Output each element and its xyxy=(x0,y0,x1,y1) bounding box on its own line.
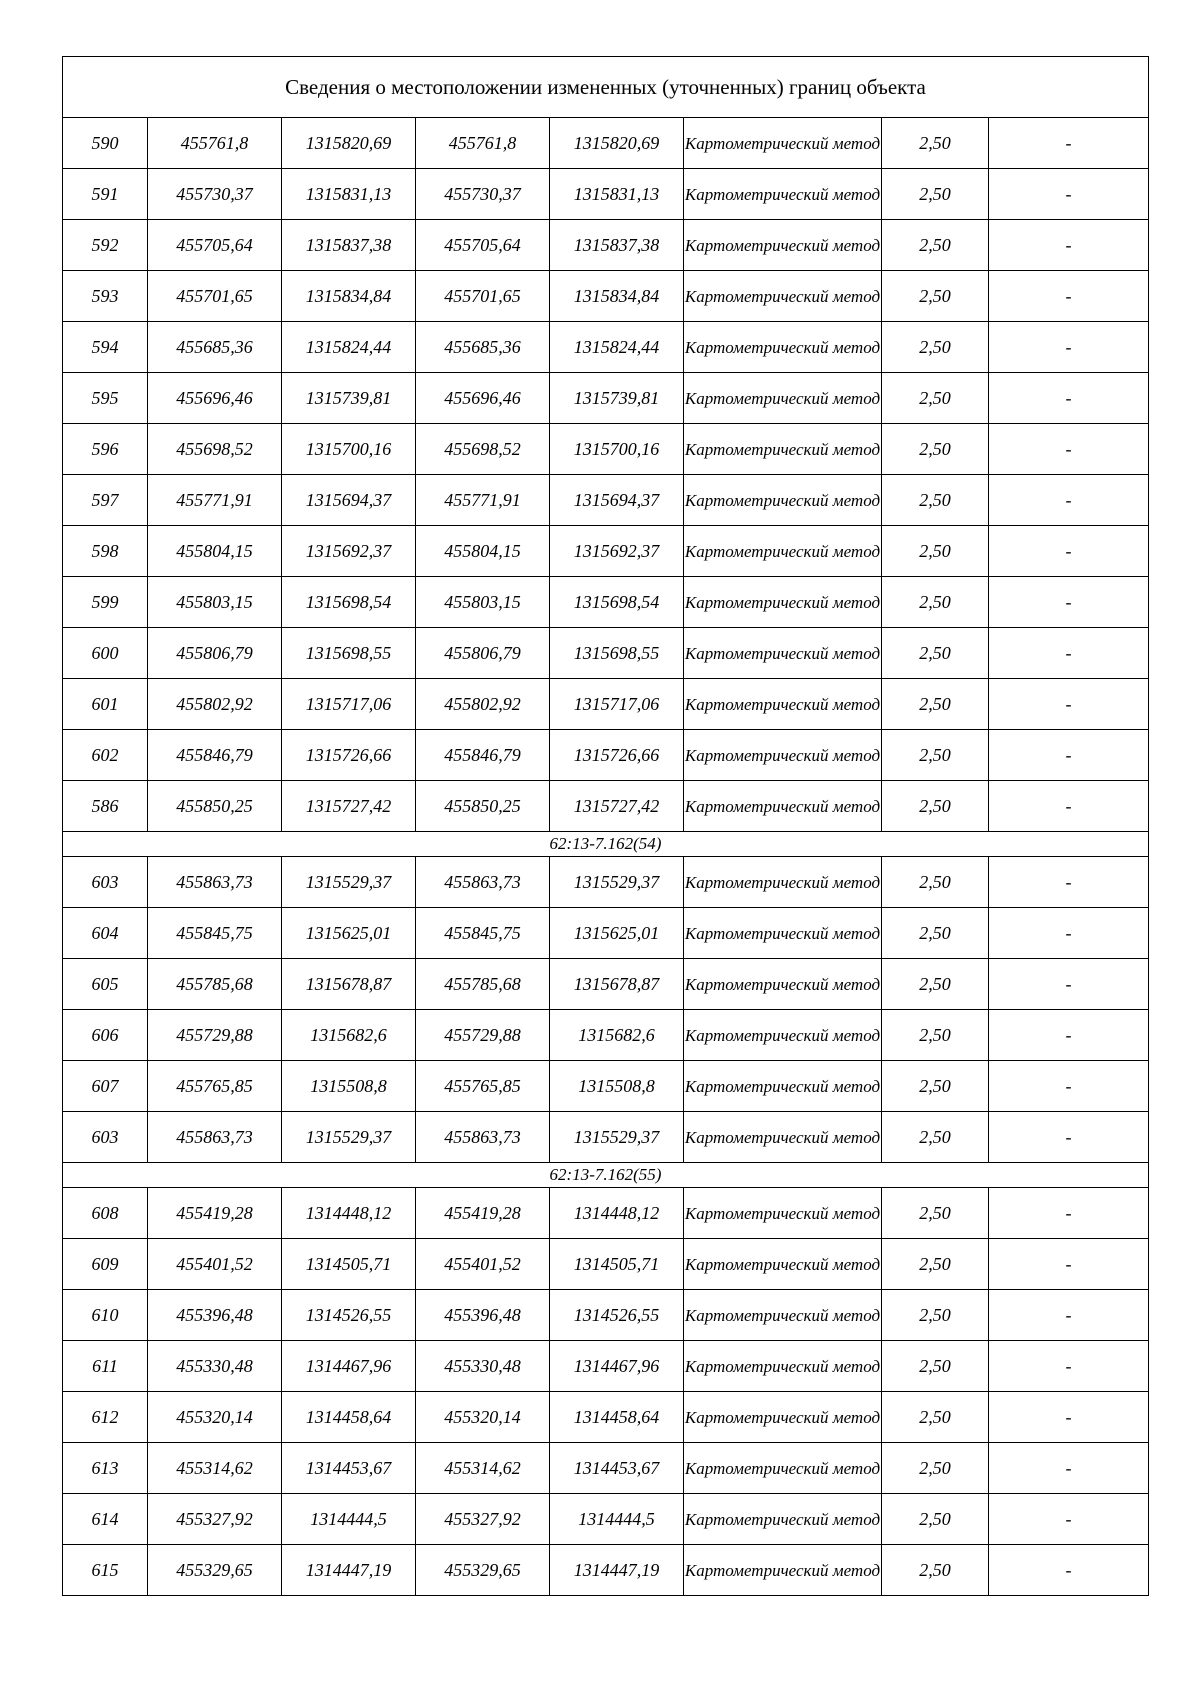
x-old-cell: 455863,73 xyxy=(148,1112,282,1163)
description-cell: - xyxy=(989,628,1149,679)
accuracy-cell: 2,50 xyxy=(882,169,989,220)
x-old-cell: 455320,14 xyxy=(148,1392,282,1443)
accuracy-cell: 2,50 xyxy=(882,271,989,322)
y-old-cell: 1315727,42 xyxy=(282,781,416,832)
point-number-cell: 608 xyxy=(63,1188,148,1239)
x-old-cell: 455329,65 xyxy=(148,1545,282,1596)
x-new-cell: 455803,15 xyxy=(416,577,550,628)
accuracy-cell: 2,50 xyxy=(882,857,989,908)
method-cell: Картометрический метод xyxy=(684,679,882,730)
y-old-cell: 1315529,37 xyxy=(282,857,416,908)
table-row xyxy=(63,220,1149,271)
table-body xyxy=(63,57,1149,1596)
x-old-cell: 455803,15 xyxy=(148,577,282,628)
description-cell: - xyxy=(989,1341,1149,1392)
accuracy-cell: 2,50 xyxy=(882,730,989,781)
method-cell: Картометрический метод xyxy=(684,1112,882,1163)
point-number-cell: 610 xyxy=(63,1290,148,1341)
y-new-cell: 1314447,19 xyxy=(550,1545,684,1596)
accuracy-cell: 2,50 xyxy=(882,1188,989,1239)
y-old-cell: 1315837,38 xyxy=(282,220,416,271)
method-cell: Картометрический метод xyxy=(684,1010,882,1061)
table-row xyxy=(63,526,1149,577)
y-new-cell: 1315529,37 xyxy=(550,857,684,908)
point-number-cell: 603 xyxy=(63,1112,148,1163)
table-row xyxy=(63,1112,1149,1163)
x-old-cell: 455685,36 xyxy=(148,322,282,373)
x-old-cell: 455806,79 xyxy=(148,628,282,679)
y-new-cell: 1314448,12 xyxy=(550,1188,684,1239)
description-cell: - xyxy=(989,1188,1149,1239)
method-cell: Картометрический метод xyxy=(684,322,882,373)
method-cell: Картометрический метод xyxy=(684,424,882,475)
x-new-cell: 455329,65 xyxy=(416,1545,550,1596)
y-new-cell: 1315678,87 xyxy=(550,959,684,1010)
y-old-cell: 1315820,69 xyxy=(282,118,416,169)
description-cell: - xyxy=(989,1290,1149,1341)
y-new-cell: 1314444,5 xyxy=(550,1494,684,1545)
y-old-cell: 1314444,5 xyxy=(282,1494,416,1545)
table-row xyxy=(63,271,1149,322)
method-cell: Картометрический метод xyxy=(684,857,882,908)
x-new-cell: 455850,25 xyxy=(416,781,550,832)
x-new-cell: 455863,73 xyxy=(416,857,550,908)
accuracy-cell: 2,50 xyxy=(882,1494,989,1545)
y-old-cell: 1315678,87 xyxy=(282,959,416,1010)
method-cell: Картометрический метод xyxy=(684,628,882,679)
x-old-cell: 455330,48 xyxy=(148,1341,282,1392)
table-row xyxy=(63,1341,1149,1392)
point-number-cell: 597 xyxy=(63,475,148,526)
method-cell: Картометрический метод xyxy=(684,577,882,628)
point-number-cell: 601 xyxy=(63,679,148,730)
x-old-cell: 455802,92 xyxy=(148,679,282,730)
x-new-cell: 455696,46 xyxy=(416,373,550,424)
y-old-cell: 1315726,66 xyxy=(282,730,416,781)
point-number-cell: 595 xyxy=(63,373,148,424)
x-old-cell: 455705,64 xyxy=(148,220,282,271)
description-cell: - xyxy=(989,1392,1149,1443)
y-old-cell: 1315700,16 xyxy=(282,424,416,475)
description-cell: - xyxy=(989,1112,1149,1163)
method-cell: Картометрический метод xyxy=(684,118,882,169)
x-new-cell: 455761,8 xyxy=(416,118,550,169)
description-cell: - xyxy=(989,577,1149,628)
method-cell: Картометрический метод xyxy=(684,1545,882,1596)
table-row xyxy=(63,475,1149,526)
description-cell: - xyxy=(989,475,1149,526)
method-cell: Картометрический метод xyxy=(684,220,882,271)
y-old-cell: 1314505,71 xyxy=(282,1239,416,1290)
y-new-cell: 1315694,37 xyxy=(550,475,684,526)
x-new-cell: 455701,65 xyxy=(416,271,550,322)
method-cell: Картометрический метод xyxy=(684,1188,882,1239)
y-new-cell: 1315726,66 xyxy=(550,730,684,781)
point-number-cell: 593 xyxy=(63,271,148,322)
table-row xyxy=(63,908,1149,959)
x-new-cell: 455327,92 xyxy=(416,1494,550,1545)
description-cell: - xyxy=(989,959,1149,1010)
x-old-cell: 455401,52 xyxy=(148,1239,282,1290)
table-row xyxy=(63,118,1149,169)
method-cell: Картометрический метод xyxy=(684,169,882,220)
y-new-cell: 1315698,55 xyxy=(550,628,684,679)
method-cell: Картометрический метод xyxy=(684,959,882,1010)
y-new-cell: 1315834,84 xyxy=(550,271,684,322)
y-new-cell: 1315682,6 xyxy=(550,1010,684,1061)
description-cell: - xyxy=(989,679,1149,730)
method-cell: Картометрический метод xyxy=(684,526,882,577)
point-number-cell: 594 xyxy=(63,322,148,373)
x-new-cell: 455804,15 xyxy=(416,526,550,577)
table-row xyxy=(63,577,1149,628)
x-old-cell: 455729,88 xyxy=(148,1010,282,1061)
x-new-cell: 455729,88 xyxy=(416,1010,550,1061)
section-label: 62:13-7.162(55) xyxy=(63,1163,1149,1188)
point-number-cell: 599 xyxy=(63,577,148,628)
y-old-cell: 1315698,55 xyxy=(282,628,416,679)
accuracy-cell: 2,50 xyxy=(882,908,989,959)
point-number-cell: 586 xyxy=(63,781,148,832)
description-cell: - xyxy=(989,1010,1149,1061)
x-old-cell: 455327,92 xyxy=(148,1494,282,1545)
method-cell: Картометрический метод xyxy=(684,373,882,424)
y-old-cell: 1315625,01 xyxy=(282,908,416,959)
description-cell: - xyxy=(989,781,1149,832)
y-new-cell: 1315692,37 xyxy=(550,526,684,577)
y-old-cell: 1315529,37 xyxy=(282,1112,416,1163)
y-old-cell: 1315834,84 xyxy=(282,271,416,322)
y-new-cell: 1315727,42 xyxy=(550,781,684,832)
x-old-cell: 455396,48 xyxy=(148,1290,282,1341)
method-cell: Картометрический метод xyxy=(684,1443,882,1494)
accuracy-cell: 2,50 xyxy=(882,1290,989,1341)
accuracy-cell: 2,50 xyxy=(882,577,989,628)
x-old-cell: 455419,28 xyxy=(148,1188,282,1239)
y-new-cell: 1314467,96 xyxy=(550,1341,684,1392)
accuracy-cell: 2,50 xyxy=(882,1545,989,1596)
x-old-cell: 455845,75 xyxy=(148,908,282,959)
y-old-cell: 1315698,54 xyxy=(282,577,416,628)
x-new-cell: 455785,68 xyxy=(416,959,550,1010)
accuracy-cell: 2,50 xyxy=(882,1112,989,1163)
point-number-cell: 607 xyxy=(63,1061,148,1112)
table-row xyxy=(63,857,1149,908)
point-number-cell: 609 xyxy=(63,1239,148,1290)
point-number-cell: 602 xyxy=(63,730,148,781)
y-new-cell: 1315625,01 xyxy=(550,908,684,959)
x-old-cell: 455730,37 xyxy=(148,169,282,220)
point-number-cell: 598 xyxy=(63,526,148,577)
point-number-cell: 591 xyxy=(63,169,148,220)
point-number-cell: 606 xyxy=(63,1010,148,1061)
x-old-cell: 455701,65 xyxy=(148,271,282,322)
accuracy-cell: 2,50 xyxy=(882,679,989,730)
accuracy-cell: 2,50 xyxy=(882,373,989,424)
y-old-cell: 1315508,8 xyxy=(282,1061,416,1112)
accuracy-cell: 2,50 xyxy=(882,1010,989,1061)
x-old-cell: 455804,15 xyxy=(148,526,282,577)
point-number-cell: 592 xyxy=(63,220,148,271)
accuracy-cell: 2,50 xyxy=(882,1239,989,1290)
description-cell: - xyxy=(989,526,1149,577)
accuracy-cell: 2,50 xyxy=(882,475,989,526)
method-cell: Картометрический метод xyxy=(684,475,882,526)
y-old-cell: 1315692,37 xyxy=(282,526,416,577)
y-new-cell: 1314453,67 xyxy=(550,1443,684,1494)
x-new-cell: 455730,37 xyxy=(416,169,550,220)
x-new-cell: 455396,48 xyxy=(416,1290,550,1341)
y-new-cell: 1315508,8 xyxy=(550,1061,684,1112)
y-new-cell: 1314505,71 xyxy=(550,1239,684,1290)
description-cell: - xyxy=(989,1545,1149,1596)
y-new-cell: 1315837,38 xyxy=(550,220,684,271)
point-number-cell: 612 xyxy=(63,1392,148,1443)
table-row xyxy=(63,1545,1149,1596)
method-cell: Картометрический метод xyxy=(684,1494,882,1545)
point-number-cell: 615 xyxy=(63,1545,148,1596)
y-old-cell: 1315717,06 xyxy=(282,679,416,730)
point-number-cell: 614 xyxy=(63,1494,148,1545)
accuracy-cell: 2,50 xyxy=(882,1061,989,1112)
x-new-cell: 455330,48 xyxy=(416,1341,550,1392)
x-new-cell: 455806,79 xyxy=(416,628,550,679)
y-old-cell: 1315831,13 xyxy=(282,169,416,220)
point-number-cell: 604 xyxy=(63,908,148,959)
description-cell: - xyxy=(989,1239,1149,1290)
accuracy-cell: 2,50 xyxy=(882,220,989,271)
x-old-cell: 455698,52 xyxy=(148,424,282,475)
section-label: 62:13-7.162(54) xyxy=(63,832,1149,857)
accuracy-cell: 2,50 xyxy=(882,1341,989,1392)
method-cell: Картометрический метод xyxy=(684,1392,882,1443)
coordinates-table xyxy=(62,56,1149,1596)
method-cell: Картометрический метод xyxy=(684,271,882,322)
accuracy-cell: 2,50 xyxy=(882,1443,989,1494)
method-cell: Картометрический метод xyxy=(684,730,882,781)
x-new-cell: 455401,52 xyxy=(416,1239,550,1290)
method-cell: Картометрический метод xyxy=(684,1341,882,1392)
point-number-cell: 603 xyxy=(63,857,148,908)
table-row xyxy=(63,1392,1149,1443)
accuracy-cell: 2,50 xyxy=(882,1392,989,1443)
description-cell: - xyxy=(989,1061,1149,1112)
description-cell: - xyxy=(989,271,1149,322)
table-row xyxy=(63,679,1149,730)
accuracy-cell: 2,50 xyxy=(882,118,989,169)
y-new-cell: 1315820,69 xyxy=(550,118,684,169)
section-row xyxy=(63,1163,1149,1188)
x-new-cell: 455771,91 xyxy=(416,475,550,526)
point-number-cell: 605 xyxy=(63,959,148,1010)
accuracy-cell: 2,50 xyxy=(882,322,989,373)
table-title: Сведения о местоположении измененных (уточненных) границ объекта xyxy=(63,57,1149,118)
point-number-cell: 613 xyxy=(63,1443,148,1494)
x-old-cell: 455761,8 xyxy=(148,118,282,169)
y-old-cell: 1315682,6 xyxy=(282,1010,416,1061)
y-old-cell: 1315739,81 xyxy=(282,373,416,424)
x-new-cell: 455863,73 xyxy=(416,1112,550,1163)
y-new-cell: 1315717,06 xyxy=(550,679,684,730)
y-old-cell: 1315694,37 xyxy=(282,475,416,526)
table-row xyxy=(63,1010,1149,1061)
description-cell: - xyxy=(989,857,1149,908)
description-cell: - xyxy=(989,118,1149,169)
table-row xyxy=(63,322,1149,373)
accuracy-cell: 2,50 xyxy=(882,526,989,577)
y-old-cell: 1314447,19 xyxy=(282,1545,416,1596)
y-new-cell: 1315739,81 xyxy=(550,373,684,424)
table-row xyxy=(63,1188,1149,1239)
method-cell: Картометрический метод xyxy=(684,1061,882,1112)
method-cell: Картометрический метод xyxy=(684,1290,882,1341)
point-number-cell: 611 xyxy=(63,1341,148,1392)
table-row xyxy=(63,1443,1149,1494)
x-new-cell: 455685,36 xyxy=(416,322,550,373)
x-old-cell: 455765,85 xyxy=(148,1061,282,1112)
table-row xyxy=(63,424,1149,475)
y-new-cell: 1314526,55 xyxy=(550,1290,684,1341)
x-new-cell: 455419,28 xyxy=(416,1188,550,1239)
x-old-cell: 455850,25 xyxy=(148,781,282,832)
x-new-cell: 455845,75 xyxy=(416,908,550,959)
x-new-cell: 455320,14 xyxy=(416,1392,550,1443)
y-new-cell: 1315698,54 xyxy=(550,577,684,628)
accuracy-cell: 2,50 xyxy=(882,424,989,475)
description-cell: - xyxy=(989,322,1149,373)
y-new-cell: 1315700,16 xyxy=(550,424,684,475)
accuracy-cell: 2,50 xyxy=(882,628,989,679)
x-old-cell: 455771,91 xyxy=(148,475,282,526)
x-new-cell: 455765,85 xyxy=(416,1061,550,1112)
table-row xyxy=(63,169,1149,220)
description-cell: - xyxy=(989,1494,1149,1545)
accuracy-cell: 2,50 xyxy=(882,781,989,832)
method-cell: Картометрический метод xyxy=(684,1239,882,1290)
description-cell: - xyxy=(989,908,1149,959)
point-number-cell: 590 xyxy=(63,118,148,169)
description-cell: - xyxy=(989,220,1149,271)
x-new-cell: 455705,64 xyxy=(416,220,550,271)
description-cell: - xyxy=(989,169,1149,220)
y-old-cell: 1314453,67 xyxy=(282,1443,416,1494)
table-row xyxy=(63,628,1149,679)
table-row xyxy=(63,1239,1149,1290)
x-old-cell: 455785,68 xyxy=(148,959,282,1010)
x-new-cell: 455802,92 xyxy=(416,679,550,730)
table-row xyxy=(63,959,1149,1010)
x-old-cell: 455846,79 xyxy=(148,730,282,781)
table-row xyxy=(63,781,1149,832)
table-row xyxy=(63,1061,1149,1112)
section-row xyxy=(63,832,1149,857)
y-new-cell: 1315831,13 xyxy=(550,169,684,220)
y-new-cell: 1315824,44 xyxy=(550,322,684,373)
description-cell: - xyxy=(989,1443,1149,1494)
method-cell: Картометрический метод xyxy=(684,908,882,959)
table-row xyxy=(63,1494,1149,1545)
y-old-cell: 1314526,55 xyxy=(282,1290,416,1341)
y-old-cell: 1314467,96 xyxy=(282,1341,416,1392)
x-old-cell: 455863,73 xyxy=(148,857,282,908)
method-cell: Картометрический метод xyxy=(684,781,882,832)
table-row xyxy=(63,1290,1149,1341)
x-old-cell: 455696,46 xyxy=(148,373,282,424)
accuracy-cell: 2,50 xyxy=(882,959,989,1010)
description-cell: - xyxy=(989,373,1149,424)
x-new-cell: 455698,52 xyxy=(416,424,550,475)
x-new-cell: 455314,62 xyxy=(416,1443,550,1494)
y-old-cell: 1314448,12 xyxy=(282,1188,416,1239)
y-new-cell: 1315529,37 xyxy=(550,1112,684,1163)
point-number-cell: 600 xyxy=(63,628,148,679)
y-new-cell: 1314458,64 xyxy=(550,1392,684,1443)
y-old-cell: 1315824,44 xyxy=(282,322,416,373)
table-row xyxy=(63,373,1149,424)
table-row xyxy=(63,730,1149,781)
title-row xyxy=(63,57,1149,118)
y-old-cell: 1314458,64 xyxy=(282,1392,416,1443)
x-old-cell: 455314,62 xyxy=(148,1443,282,1494)
description-cell: - xyxy=(989,424,1149,475)
description-cell: - xyxy=(989,730,1149,781)
point-number-cell: 596 xyxy=(63,424,148,475)
x-new-cell: 455846,79 xyxy=(416,730,550,781)
